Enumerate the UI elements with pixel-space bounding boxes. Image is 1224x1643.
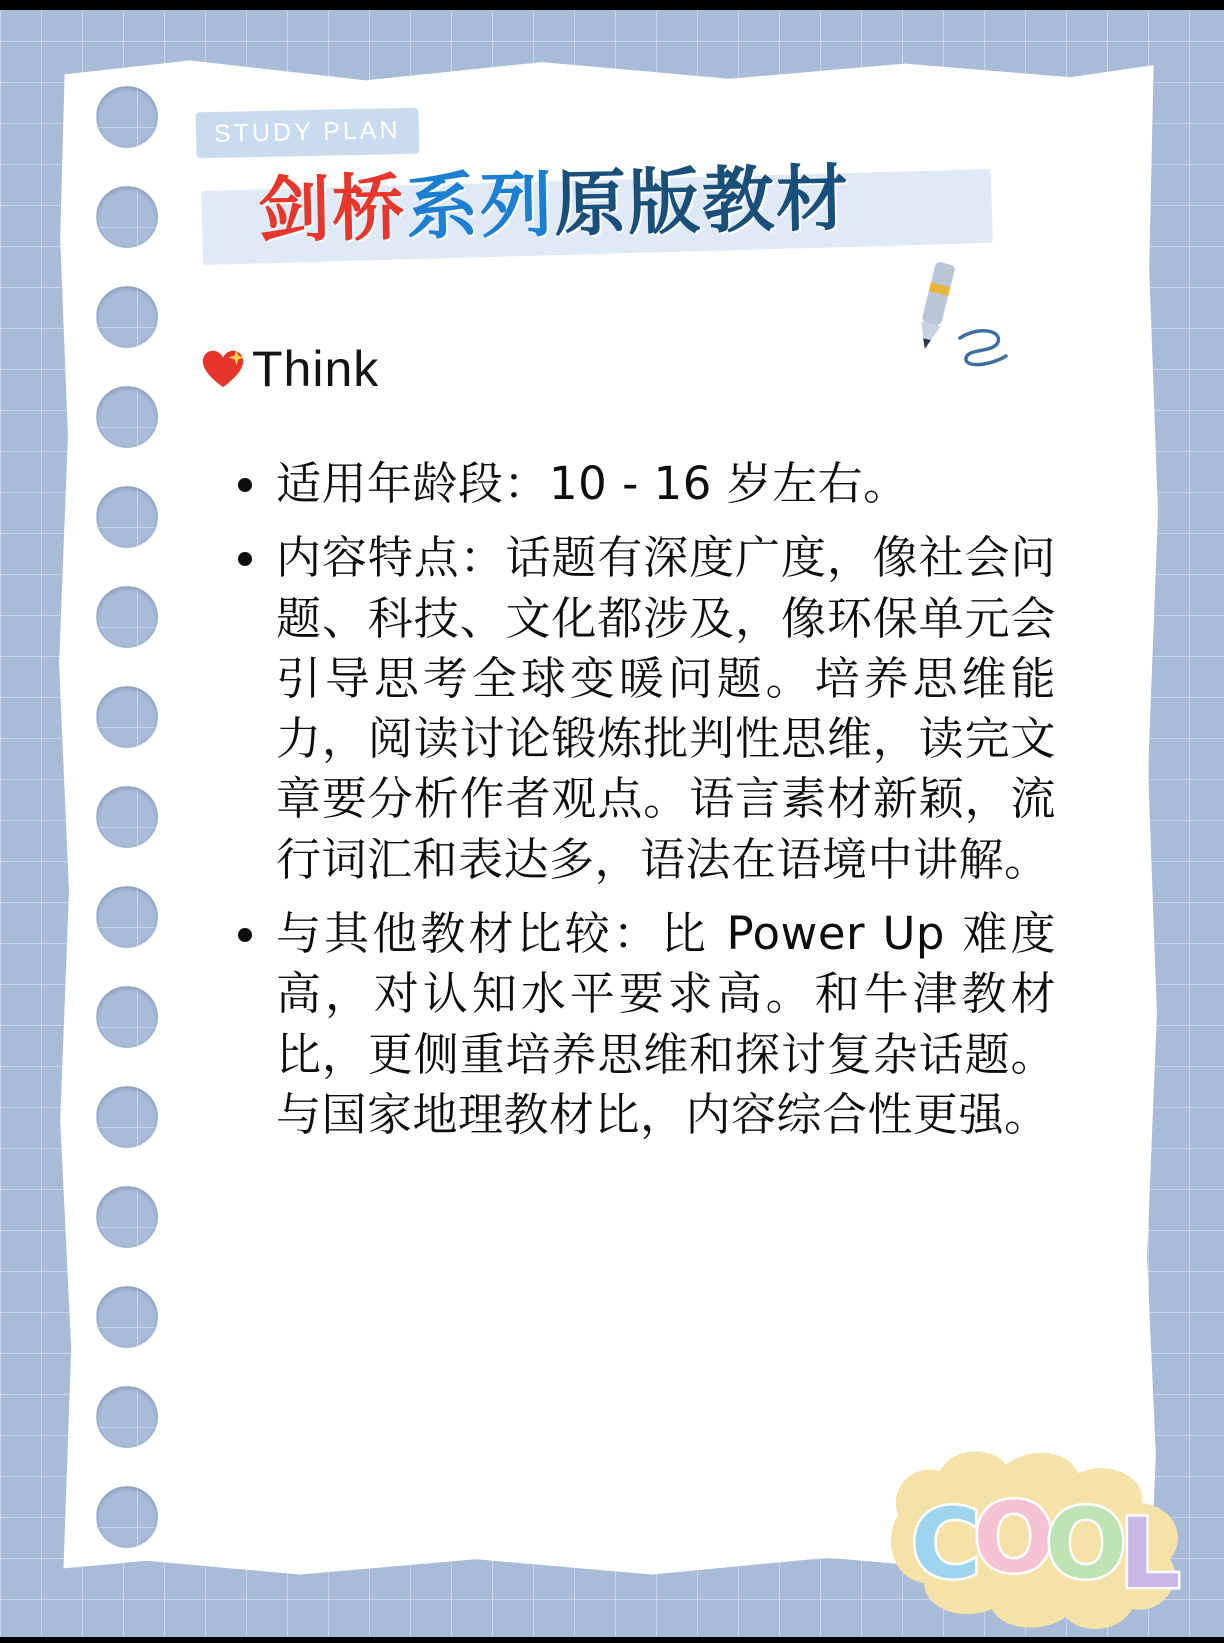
- list-item: 与其他教材比较：比 Power Up 难度高，对认知水平要求高。和牛津教材比，更侧重培养思维和探讨复杂话题。与国家地理教材比，内容综合性更强。: [232, 904, 1056, 1145]
- cool-letter-o1: O: [973, 1482, 1055, 1594]
- binding-hole: [96, 286, 158, 348]
- cool-sticker: [874, 1437, 1204, 1637]
- spiral-binding-holes: [96, 86, 182, 1546]
- list-item: 适用年龄段：10 - 16 岁左右。: [232, 454, 1056, 514]
- binding-hole: [96, 186, 158, 248]
- page-title-part-1: 剑桥: [257, 165, 407, 253]
- binding-hole: [96, 786, 158, 848]
- binding-hole: [96, 386, 158, 448]
- list-item: 内容特点：话题有深度广度，像社会问题、科技、文化都涉及，像环保单元会引导思考全球变暖问题。培养思维能力，阅读讨论锻炼批判性思维，读完文章要分析作者观点。语言素材新颖，流行词汇和表达多，语法在语境中讲解。: [232, 528, 1056, 890]
- page-title-part-2: 系列: [405, 162, 555, 250]
- study-plan-tag-wrap: [196, 110, 1056, 156]
- binding-hole: [96, 1086, 158, 1148]
- binding-hole: [96, 686, 158, 748]
- cool-letter-o2: O: [1045, 1488, 1127, 1600]
- top-letterbox-bar: [0, 0, 1224, 10]
- study-plan-tag: STUDY PLAN: [196, 108, 419, 159]
- cool-letter-l: L: [1119, 1498, 1181, 1610]
- binding-hole: [96, 1186, 158, 1248]
- binding-hole: [96, 1286, 158, 1348]
- binding-hole: [96, 86, 158, 148]
- binding-hole: [96, 986, 158, 1048]
- binding-hole: [96, 886, 158, 948]
- pen-doodle-icon: [906, 260, 1046, 390]
- page-title-part-3: 原版教材: [553, 155, 851, 247]
- binding-hole: [96, 1486, 158, 1548]
- binding-hole: [96, 1386, 158, 1448]
- bullet-list: [196, 454, 1056, 1145]
- bottom-letterbox-bar: [0, 1637, 1224, 1643]
- binding-hole: [96, 586, 158, 648]
- binding-hole: [96, 486, 158, 548]
- heart-icon: [200, 346, 246, 392]
- cool-letter-c: C: [910, 1488, 982, 1600]
- note-content: [196, 110, 1056, 1159]
- section-title: Think: [252, 341, 380, 397]
